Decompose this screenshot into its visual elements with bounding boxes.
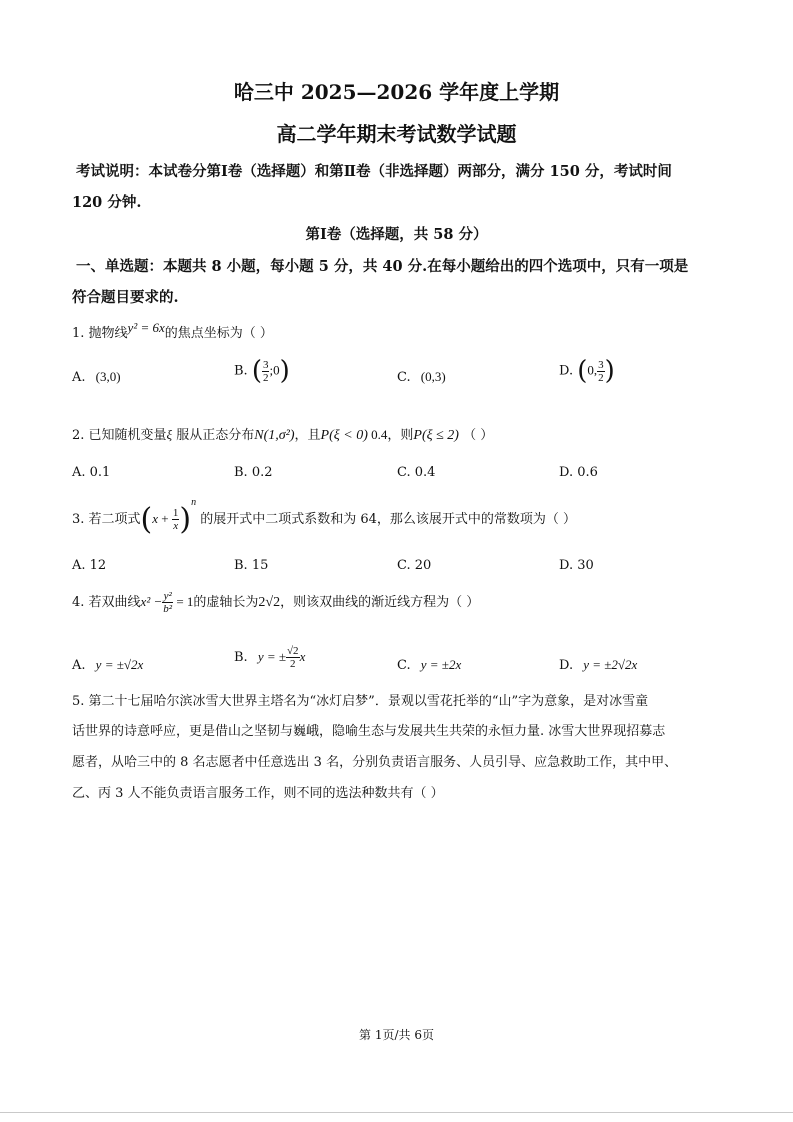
- question-4: [72, 590, 479, 615]
- q3-option-b: B. 15: [234, 558, 269, 573]
- question-3-denominator: x: [173, 520, 179, 532]
- q1-option-b-label: B.: [234, 363, 248, 379]
- question-2-probability-2: P(ξ ≤ 2): [413, 428, 459, 443]
- question-1-expression: y² = 6x: [127, 320, 165, 335]
- q4-option-c: [397, 657, 461, 673]
- q1-option-d-head: 0,: [587, 362, 598, 378]
- exam-subtitle: 高二学年期末考试数学试题: [276, 122, 517, 146]
- question-3-plus: +: [158, 511, 172, 526]
- question-5-line-1: 5. 第二十七届哈尔滨冰雪大世界主塔名为“冰灯启梦”．景观以雪花托举的“山”字为意象，是对冰雪童: [72, 694, 649, 709]
- q4-option-b-head: y = ±: [257, 649, 287, 664]
- q1-option-b-tail: ;0: [269, 362, 280, 378]
- question-5-line-4: 乙、丙 3 人不能负责语言服务工作，则不同的选法种数共有（ ）: [72, 786, 444, 801]
- question-4-rhs: = 1: [173, 594, 194, 609]
- question-2-suffix: （ ）: [458, 428, 494, 443]
- q1-option-b-numerator: 3: [262, 358, 269, 371]
- question-4-fraction: [162, 590, 173, 615]
- question-4-suffix: ，则该双曲线的渐近线方程为（ ）: [280, 595, 480, 610]
- question-2-mid-2: ，且: [294, 428, 321, 443]
- question-3-suffix: 的展开式中二项式系数和为 64，那么该展开式中的常数项为（ ）: [196, 512, 577, 527]
- question-2-mid-1: 服从正态分布: [172, 428, 255, 443]
- part1-heading: 第Ⅰ卷（选择题，共 58 分）: [305, 226, 488, 243]
- q4-option-a-label: A.: [72, 658, 86, 673]
- q4-option-a-value: y = ±√2x: [95, 657, 144, 672]
- question-4-length: 2√2: [258, 595, 281, 610]
- q1-option-c: [397, 369, 446, 385]
- question-5-line-2: 话世界的诗意呼应，更是借山之坚韧与巍峨，隐喻生态与发展共生共荣的永恒力量. 冰雪大世界现招募志: [72, 724, 666, 739]
- question-2-probability-1: P(ξ < 0): [320, 428, 368, 443]
- question-2-value: 0.4: [367, 427, 388, 442]
- q1-option-b-right-paren: ): [279, 356, 290, 386]
- q1-option-d-right-paren: ): [604, 356, 615, 386]
- q3-option-a: A. 12: [72, 558, 107, 573]
- question-1: [72, 320, 273, 341]
- instructions-line-2: 120 分钟.: [72, 194, 142, 211]
- question-2: [72, 424, 493, 444]
- q1-option-c-value: (0,3): [420, 369, 446, 384]
- q1-option-d-denominator: 2: [598, 371, 604, 384]
- q1-option-c-label: C.: [397, 370, 411, 385]
- q1-option-d-label: D.: [559, 363, 574, 379]
- q1-option-b-denominator: 2: [262, 371, 269, 384]
- q2-option-b: B. 0.2: [234, 465, 273, 480]
- q4-option-a: [72, 657, 143, 673]
- question-3-x: x: [152, 511, 159, 526]
- q1-option-a-value: (3,0): [95, 369, 121, 384]
- q4-option-b: [234, 645, 305, 670]
- q4-option-c-label: C.: [397, 658, 411, 673]
- q1-option-d: [559, 356, 615, 386]
- q1-option-b: [234, 356, 290, 386]
- question-4-lhs: x² −: [140, 594, 163, 609]
- q2-option-d: D. 0.6: [559, 465, 598, 480]
- question-3-prefix: 3. 若二项式: [72, 512, 141, 527]
- q4-option-b-denominator: 2: [290, 658, 296, 670]
- question-4-mid: 的虚轴长为: [193, 595, 259, 610]
- question-2-distribution: N(1,σ²): [254, 428, 295, 443]
- question-3-numerator: 1: [172, 507, 179, 519]
- q4-option-d-label: D.: [559, 658, 574, 673]
- q4-option-c-value: y = ±2x: [420, 657, 462, 672]
- q4-option-b-tail: x: [299, 649, 306, 664]
- question-4-prefix: 4. 若双曲线: [72, 595, 141, 610]
- question-2-xi: ξ: [166, 427, 173, 442]
- question-2-mid-3: ，则: [387, 428, 414, 443]
- section-instruction-line-1: 一、单选题：本题共 8 小题，每小题 5 分，共 40 分.在每小题给出的四个选项中，只有一项是: [76, 258, 689, 275]
- q4-option-b-label: B.: [234, 650, 248, 665]
- q4-option-b-numerator: √2: [287, 645, 299, 657]
- q2-option-c: C. 0.4: [397, 465, 436, 480]
- q1-option-d-numerator: 3: [598, 358, 604, 371]
- q4-option-d: [559, 657, 637, 673]
- q2-option-a: A. 0.1: [72, 465, 111, 480]
- instructions-line-1: 考试说明：本试卷分第Ⅰ卷（选择题）和第Ⅱ卷（非选择题）两部分，满分 150 分，考试时间: [76, 163, 672, 180]
- q1-option-d-fraction: [597, 359, 605, 384]
- q1-option-d-left-paren: (: [577, 356, 588, 386]
- question-3: [72, 497, 576, 537]
- question-5-line-3: 愿者，从哈三中的 8 名志愿者中任意选出 3 名，分别负责语言服务、人员引导、应急救助工作，其中甲、: [72, 755, 678, 770]
- q1-option-a-label: A.: [72, 370, 86, 385]
- question-3-right-paren: ): [179, 502, 192, 537]
- question-3-exponent: n: [191, 497, 197, 508]
- question-1-prefix: 1. 抛物线: [72, 326, 128, 341]
- q1-option-b-left-paren: (: [251, 356, 262, 386]
- page-bottom-divider: [0, 1112, 793, 1113]
- question-4-numerator: y²: [163, 590, 172, 602]
- section-instruction-line-2: 符合题目要求的.: [72, 289, 179, 306]
- question-4-denominator: b²: [163, 603, 173, 615]
- q1-option-a: [72, 369, 121, 385]
- page-number: 第 1页/共 6页: [359, 1028, 434, 1042]
- q3-option-d: D. 30: [559, 558, 594, 573]
- question-2-prefix: 2. 已知随机变量: [72, 428, 167, 443]
- q4-option-d-value: y = ±2√2x: [583, 657, 638, 672]
- question-1-suffix: 的焦点坐标为（ ）: [164, 326, 273, 341]
- q3-option-c: C. 20: [397, 558, 432, 573]
- q4-option-b-fraction: [286, 645, 300, 670]
- exam-title: 哈三中 2025—2026 学年度上学期: [233, 80, 560, 104]
- question-3-left-paren: (: [140, 502, 153, 537]
